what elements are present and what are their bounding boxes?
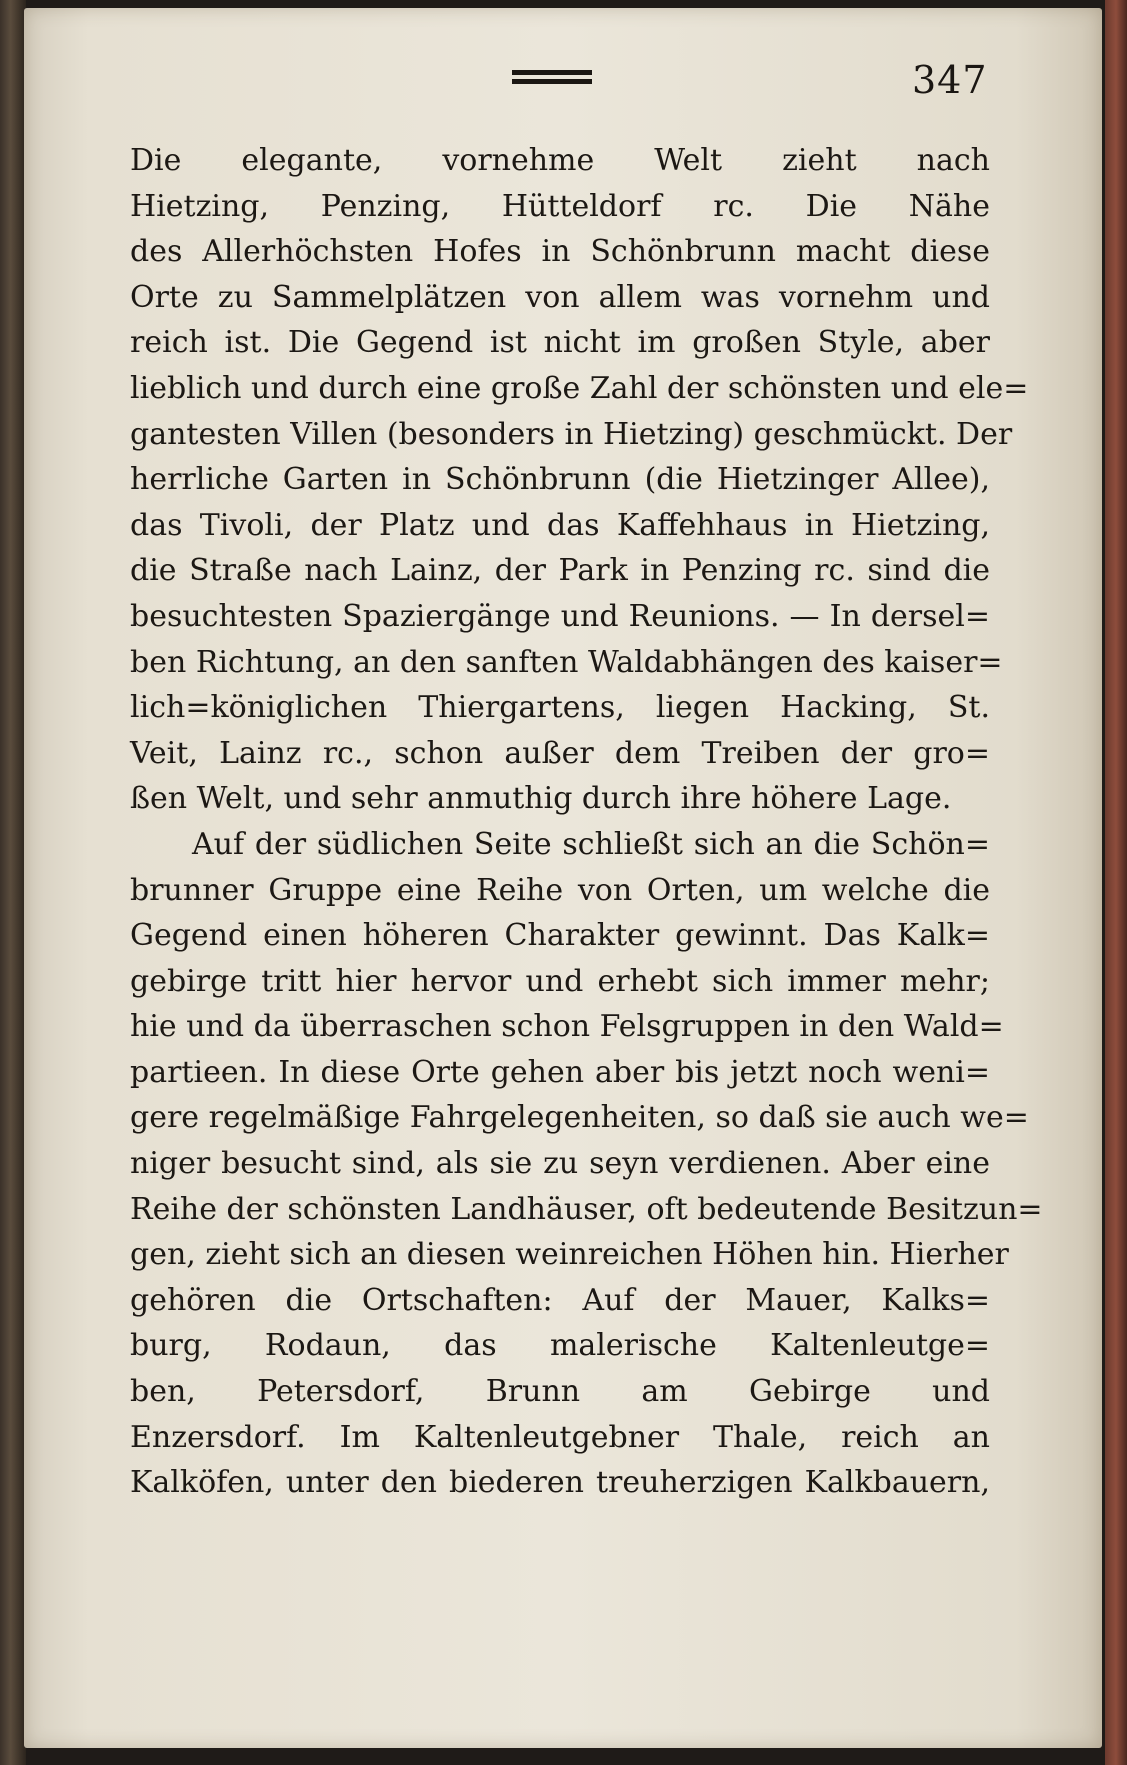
text-line: gere regelmäßige Fahrgelegenheiten, so daß sie auch we=: [130, 1100, 1029, 1136]
book-binding: [0, 0, 26, 1765]
text-line: herrliche Garten in Schönbrunn (die Hietzinger Allee),: [130, 462, 990, 498]
text-line: burg, Rodaun, das malerische Kaltenleutge=: [130, 1328, 990, 1364]
text-line: besuchtesten Spaziergänge und Reunions. — In dersel=: [130, 598, 990, 634]
text-line: Orte zu Sammelplätzen von allem was vornehm und: [130, 279, 990, 315]
text-line: Enzersdorf. Im Kaltenleutgebner Thale, reich an: [130, 1419, 990, 1455]
header-rule-bar: [512, 79, 592, 84]
page-number: 347: [912, 58, 988, 102]
text-line: Hietzing, Penzing, Hütteldorf rc. Die Nähe: [130, 188, 990, 224]
book-edge: [1105, 0, 1127, 1765]
text-line: ßen Welt, und sehr anmuthig durch ihre höhere Lage.: [130, 781, 952, 817]
text-line: gehören die Ortschaften: Auf der Mauer, Kalks=: [130, 1282, 990, 1318]
text-line: lich=königlichen Thiergartens, liegen Hacking, St.: [130, 690, 990, 726]
body-text: [130, 138, 1043, 1506]
text-line: lieblich und durch eine große Zahl der schönsten und ele=: [130, 370, 1029, 406]
text-line: niger besucht sind, als sie zu seyn verdienen. Aber eine: [130, 1146, 990, 1182]
text-line: die Straße nach Lainz, der Park in Penzing rc. sind die: [130, 553, 990, 589]
text-line: Reihe der schönsten Landhäuser, oft bedeutende Besitzun=: [130, 1191, 1043, 1227]
text-line: hie und da überraschen schon Felsgruppen in den Wald=: [130, 1009, 1004, 1045]
text-line: brunner Gruppe eine Reihe von Orten, um welche die: [130, 872, 990, 908]
text-line: des Allerhöchsten Hofes in Schönbrunn macht diese: [130, 234, 990, 270]
text-line: Die elegante, vornehme Welt zieht nach: [130, 143, 990, 178]
text-line: ben, Petersdorf, Brunn am Gebirge und: [130, 1374, 990, 1410]
text-line: ben Richtung, an den sanften Waldabhängen des kaiser=: [130, 644, 1003, 680]
text-line: Veit, Lainz rc., schon außer dem Treiben der gro=: [130, 735, 990, 771]
text-line: reich ist. Die Gegend ist nicht im großen Style, aber: [130, 325, 990, 361]
text-line: Auf der südlichen Seite schließt sich an die Schön=: [192, 826, 990, 862]
text-line: gebirge tritt hier hervor und erhebt sich immer mehr;: [130, 963, 990, 999]
text-line: Gegend einen höheren Charakter gewinnt. Das Kalk=: [130, 918, 990, 954]
header-rule-bar: [512, 70, 592, 75]
text-line: gen, zieht sich an diesen weinreichen Höhen hin. Hierher: [130, 1237, 1009, 1273]
text-line: partieen. In diese Orte gehen aber bis jetzt noch weni=: [130, 1054, 990, 1090]
text-line: gantesten Villen (besonders in Hietzing) geschmückt. Der: [130, 416, 1013, 452]
text-line: das Tivoli, der Platz und das Kaffehhaus in Hietzing,: [130, 507, 990, 543]
text-line: Kalköfen, unter den biederen treuherzigen Kalkbauern,: [130, 1465, 990, 1501]
